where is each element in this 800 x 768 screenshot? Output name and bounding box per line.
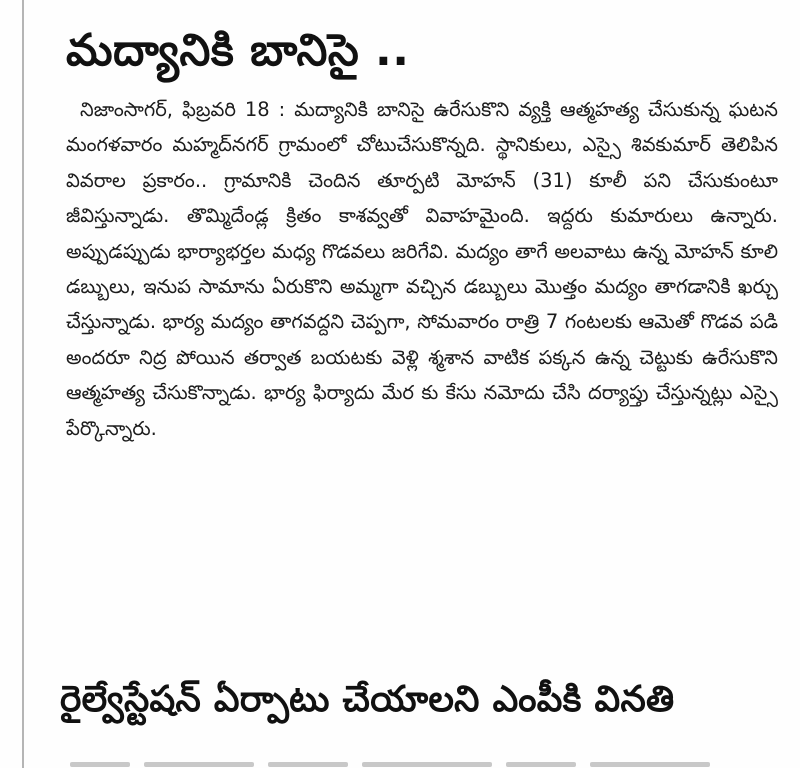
next-article-text-cutoff [70,752,770,768]
article-headline: మద్యానికి బానిసై .. [66,25,410,76]
article-column [60,14,778,728]
column-divider [22,0,24,768]
next-article-headline: రైల్వేస్టేషన్ ఏర్పాటు చేయాలని ఎంపీకి వినతి [60,679,675,720]
article-body: నిజాంసాగర్, ఫిబ్రవరి 18 : మద్యానికి బానిసై ఉరేసుకొని వ్యక్తి ఆత్మహత్య చేసుకున్న ఘటన మంగళవారం మహ్మద్‌నగర్ గ్రామంలో చోటుచేసుకొన్నది. స్థానికులు, ఎస్సై శివకుమార్ తెలిపిన వివరాల ప్రకారం.. గ్రామానికి చెందిన తూర్పటి మోహన్ (31) కూలీ పని చేసుకుంటూ జీవిస్తున్నాడు. తొమ్మిదేండ్ల క్రితం కాశవ్వతో వివాహమైంది. ఇద్దరు కుమారులు ఉన్నారు. అప్పుడప్పుడు భార్యాభర్తల మధ్య గొడవలు జరిగేవి. మద్యం తాగే అలవాటు ఉన్న మోహన్ కూలి డబ్బులు, ఇనుప సామాను ఏరుకొని అమ్మగా వచ్చిన డబ్బులు మొత్తం మద్యం తాగడానికి ఖర్చు చేస్తున్నాడు. భార్య మద్యం తాగవద్దని చెప్పగా, సోమవారం రాత్రి 7 గంటలకు ఆమెతో గొడవ పడి అందరూ నిద్ర పోయిన తర్వాత బయటకు వెళ్లి శ్మశాన వాటిక పక్కన ఉన్న చెట్టుకు ఉరేసుకొని ఆత్మహత్య చేసుకొన్నాడు. భార్య ఫిర్యాదు మేర కు కేసు నమోదు చేసి దర్యాప్తు చేస్తున్నట్లు ఎస్సై పేర్కొన్నారు. [66,98,778,440]
